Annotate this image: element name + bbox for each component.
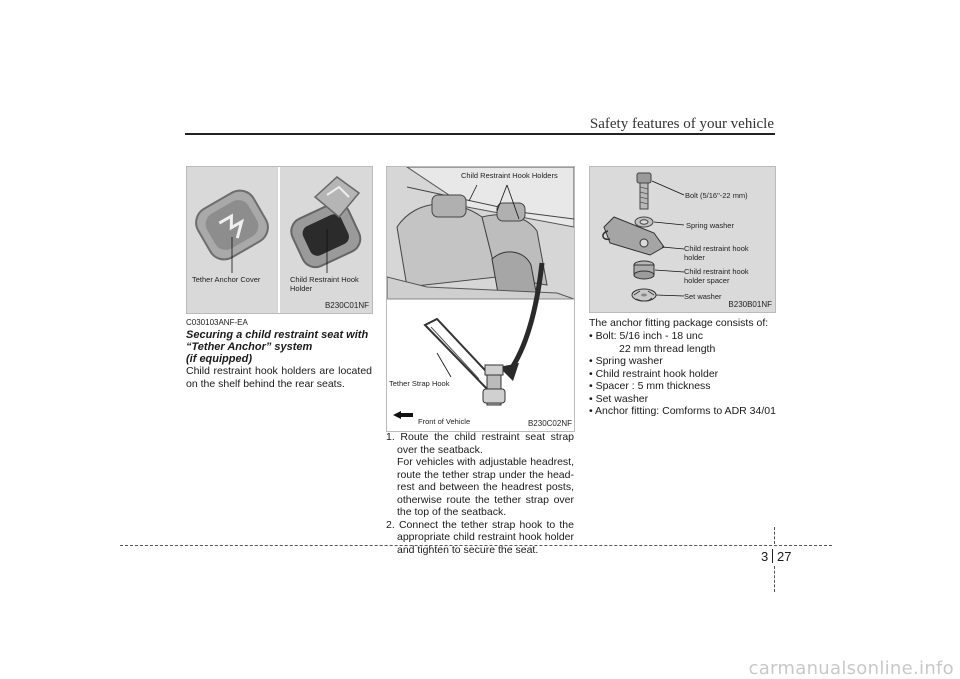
steps-list <box>386 431 574 556</box>
figure-label-tether-strap-hook: Tether Strap Hook <box>389 379 450 388</box>
page-number: 27 <box>777 549 792 564</box>
page-number-divider <box>772 549 773 563</box>
section-code: C030103ANF-EA <box>186 318 248 327</box>
list-item: • Bolt: 5/16 inch - 18 unc <box>589 330 703 342</box>
page-chapter: 3 <box>761 549 769 564</box>
step-text: Route the child restraint seat strap over the seatback. <box>397 431 574 456</box>
figure-code: B230C01NF <box>324 301 369 310</box>
figure-code: B230B01NF <box>728 300 772 309</box>
heading-line-3: (if equipped) <box>186 353 252 365</box>
list-item: • Set washer <box>589 392 649 405</box>
figure-label-bolt: Bolt (5/16"-22 mm) <box>685 191 748 200</box>
figure-label-hook-holder: Child restraint hook holder <box>684 244 749 262</box>
anchor-parts-illustration <box>590 167 775 312</box>
footer-tick-top <box>774 527 775 544</box>
step-number: 1. <box>386 431 395 443</box>
list-item: • Spacer : 5 mm thickness <box>589 380 711 392</box>
footer-tick-bottom <box>774 566 775 592</box>
figure-label-set-washer: Set washer <box>684 292 722 301</box>
watermark: carmanualsonline.info <box>748 658 954 679</box>
step-text: Connect the tether strap hook to the appropriate child restraint hook holder and tighten to secure the seat. <box>397 518 574 556</box>
header-rule <box>185 133 775 135</box>
figure-label-hook-holders: Child Restraint Hook Holders <box>461 171 558 180</box>
figure-label-tether-anchor-cover: Tether Anchor Cover <box>192 275 261 284</box>
heading-line-1: Securing a child restraint seat with <box>186 329 369 341</box>
rear-seat-illustration <box>387 167 574 431</box>
step-subtext: For vehicles with adjustable headrest, route the tether strap under the head-rest and between the headrest posts, otherwise route the tether strap over the top of the seatback. <box>397 456 574 518</box>
figure-label-spacer: Child restraint hook holder spacer <box>684 267 749 285</box>
parts-intro: The anchor fitting package consists of: <box>589 317 769 329</box>
figure-rear-shelf-hook-holders <box>386 166 575 432</box>
figure-label-hook-holder: Child Restraint Hook Holder <box>290 275 359 293</box>
list-item: • Child restraint hook holder <box>589 367 719 380</box>
body-paragraph: Child restraint hook holders are located on the shelf behind the rear seats. <box>186 365 372 390</box>
list-item <box>386 431 574 456</box>
figure-anchor-fitting-parts <box>589 166 776 313</box>
step-number: 2. <box>386 518 395 531</box>
parts-list <box>589 330 789 418</box>
figure-label-front-of-vehicle: Front of Vehicle <box>418 417 471 426</box>
list-item: • Anchor fitting: Comforms to ADR 34/01 <box>589 405 776 417</box>
list-item: 22 mm thread length <box>619 342 716 355</box>
figure-tether-anchor-cover <box>186 166 373 314</box>
list-item: • Spring washer <box>589 355 663 367</box>
figure-code: B230C02NF <box>527 419 572 428</box>
list-item <box>386 519 574 557</box>
figure-label-spring-washer: Spring washer <box>686 221 734 230</box>
section-header-title: Safety features of your vehicle <box>589 116 774 132</box>
section-heading <box>186 329 376 365</box>
heading-line-2: “Tether Anchor” system <box>186 341 313 353</box>
footer-dashed-rule <box>120 545 832 546</box>
